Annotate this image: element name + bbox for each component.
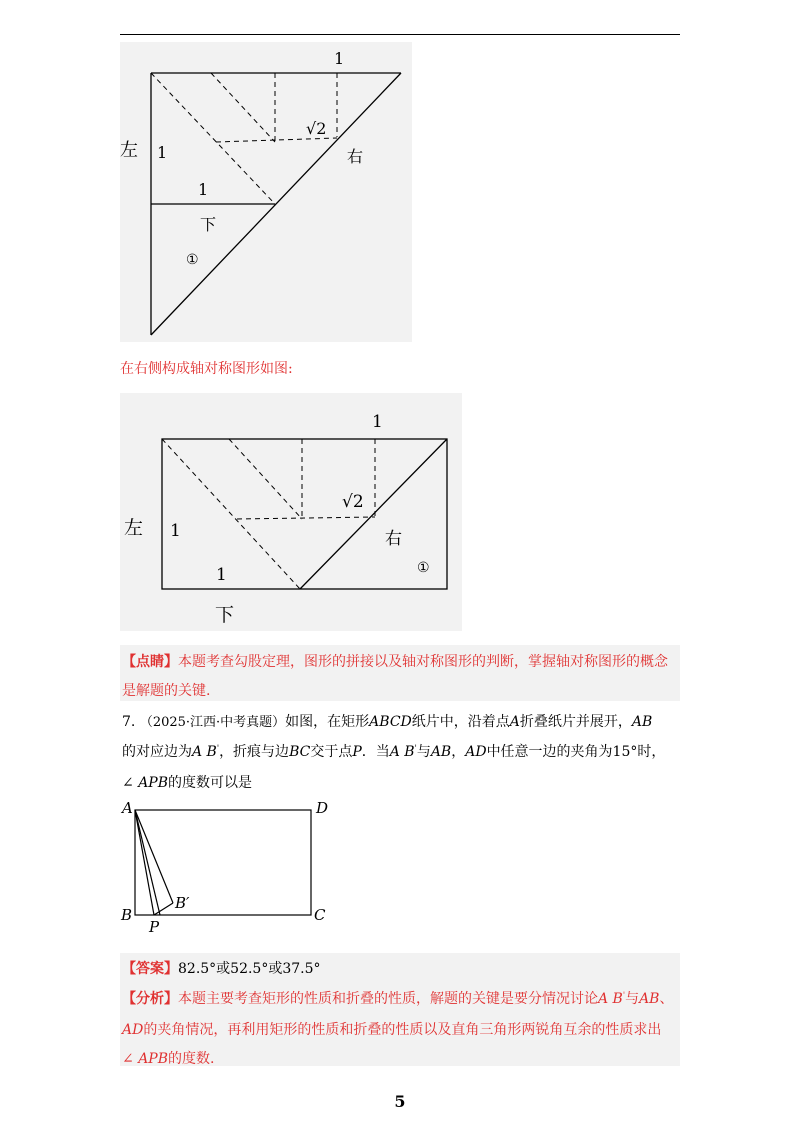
q2-text-b: ，折痕与边 [219, 744, 290, 760]
q2-text-e: 与 [416, 744, 431, 760]
q1-text-a: 如图，在矩形 [285, 714, 370, 730]
question-source: （2025·江西·中考真题） [139, 715, 286, 730]
analysis-tag: 【分析】 [122, 991, 178, 1007]
figure-3 [118, 796, 348, 936]
q3-text-b: 的度数可以是 [168, 775, 253, 791]
fig2-left-num: 1 [170, 521, 181, 541]
fig2-top-label: 1 [372, 412, 383, 432]
q2-ad: AD [465, 744, 487, 760]
q1-text-b: 纸片中，沿着点 [411, 714, 510, 730]
figure-1-diagram [120, 42, 412, 342]
q2-point-p: P [352, 744, 362, 760]
fig3-label-c: C [314, 906, 326, 924]
answer-tag: 【答案】 [122, 961, 178, 977]
fig3-label-a: A [122, 799, 133, 817]
q2-comma: ， [451, 744, 466, 760]
an1-text-b: 与 [625, 991, 640, 1007]
q3-apb: APB [138, 775, 169, 791]
q2-text-d: ．当 [361, 744, 390, 760]
comment-text-2: 是解题的关键. [122, 683, 211, 699]
q1-text-c: 折叠纸片并展开， [519, 714, 632, 730]
fig1-left-word: 左 [120, 140, 138, 161]
question-line-3 [122, 772, 252, 792]
comment-tag: 【点睛】 [122, 654, 178, 670]
q2-text-c: 交于点 [310, 744, 353, 760]
figure-2-diagram [120, 393, 462, 631]
figure-3-diagram [118, 796, 348, 936]
figure-2 [120, 393, 462, 631]
fig1-bottom-word: 下 [200, 215, 217, 234]
q2-bc: BC [289, 744, 311, 760]
q2-text-f: 中任意一边的夹角为15°时， [486, 744, 666, 760]
fig1-circle-label: ① [186, 252, 199, 268]
q1-point-a: A [509, 714, 520, 730]
an1-text-a: 本题主要考查矩形的性质和折叠的性质，解题的关键是要分情况讨论 [178, 991, 598, 1007]
fig1-sqrt-label: √2 [306, 119, 327, 138]
q2-ab: AB [430, 744, 452, 760]
fig2-bottom-word: 下 [215, 604, 235, 626]
fig1-top-label: 1 [334, 49, 345, 68]
comment-line-1 [122, 651, 668, 671]
an3-apb: APB [138, 1051, 169, 1067]
page-number: 5 [394, 1092, 406, 1111]
q3-angle: ∠ [122, 775, 134, 791]
fig2-mid-num: 1 [216, 565, 227, 585]
question-number: 7. [122, 714, 136, 730]
fig3-label-d: D [316, 799, 329, 817]
comment-text-1: 本题考查勾股定理，图形的拼接以及轴对称图形的判断，掌握轴对称图形的概念 [178, 654, 668, 670]
fig1-right-word: 右 [347, 147, 364, 166]
question-line-1 [122, 711, 652, 731]
q2-abp: A B [192, 744, 217, 760]
answer-value: 82.5°或52.5°或37.5° [178, 961, 321, 977]
caption-1: 在右侧构成轴对称图形如图: [120, 361, 293, 377]
an3-text-b: 的度数. [168, 1051, 215, 1067]
an3-angle: ∠ [122, 1051, 134, 1067]
fig1-left-num: 1 [157, 143, 168, 162]
analysis-line-1: 【分析】本题主要考查矩形的性质和折叠的性质，解题的关键是要分情况讨论A B'与AB、 [122, 990, 674, 1007]
q1-abcd: ABCD [369, 714, 412, 730]
an2-text-a: 的夹角情况，再利用矩形的性质和折叠的性质以及直角三角形两锐角互余的性质求出 [143, 1022, 662, 1038]
fig2-sqrt-label: √2 [342, 492, 364, 512]
fig2-right-word: 右 [385, 529, 402, 549]
fig2-left-word: 左 [124, 517, 144, 539]
an2-ad: AD [122, 1022, 144, 1038]
an1-text-c: 、 [659, 991, 674, 1007]
q1-ab: AB [631, 714, 653, 730]
an1-ab: AB [639, 991, 660, 1007]
fig3-label-p: P [149, 918, 160, 936]
figure-1 [120, 42, 412, 342]
question-line-2: 的对应边为A B'，折痕与边BC交于点P．当A B'与AB，AD中任意一边的夹角为15°时， [122, 743, 666, 760]
fig1-mid-num: 1 [198, 180, 209, 199]
answer-line [122, 958, 321, 978]
header-rule [120, 34, 680, 35]
an1-abp: A B [598, 991, 623, 1007]
fig3-label-bprime: B′ [175, 894, 190, 912]
analysis-line-2 [122, 1019, 661, 1039]
q2-abp-2: A B [389, 744, 415, 760]
fig2-circle-label: ① [417, 560, 430, 576]
fig3-label-b: B [121, 906, 133, 924]
q2-text-a: 的对应边为 [122, 744, 192, 760]
analysis-line-3 [122, 1048, 214, 1068]
